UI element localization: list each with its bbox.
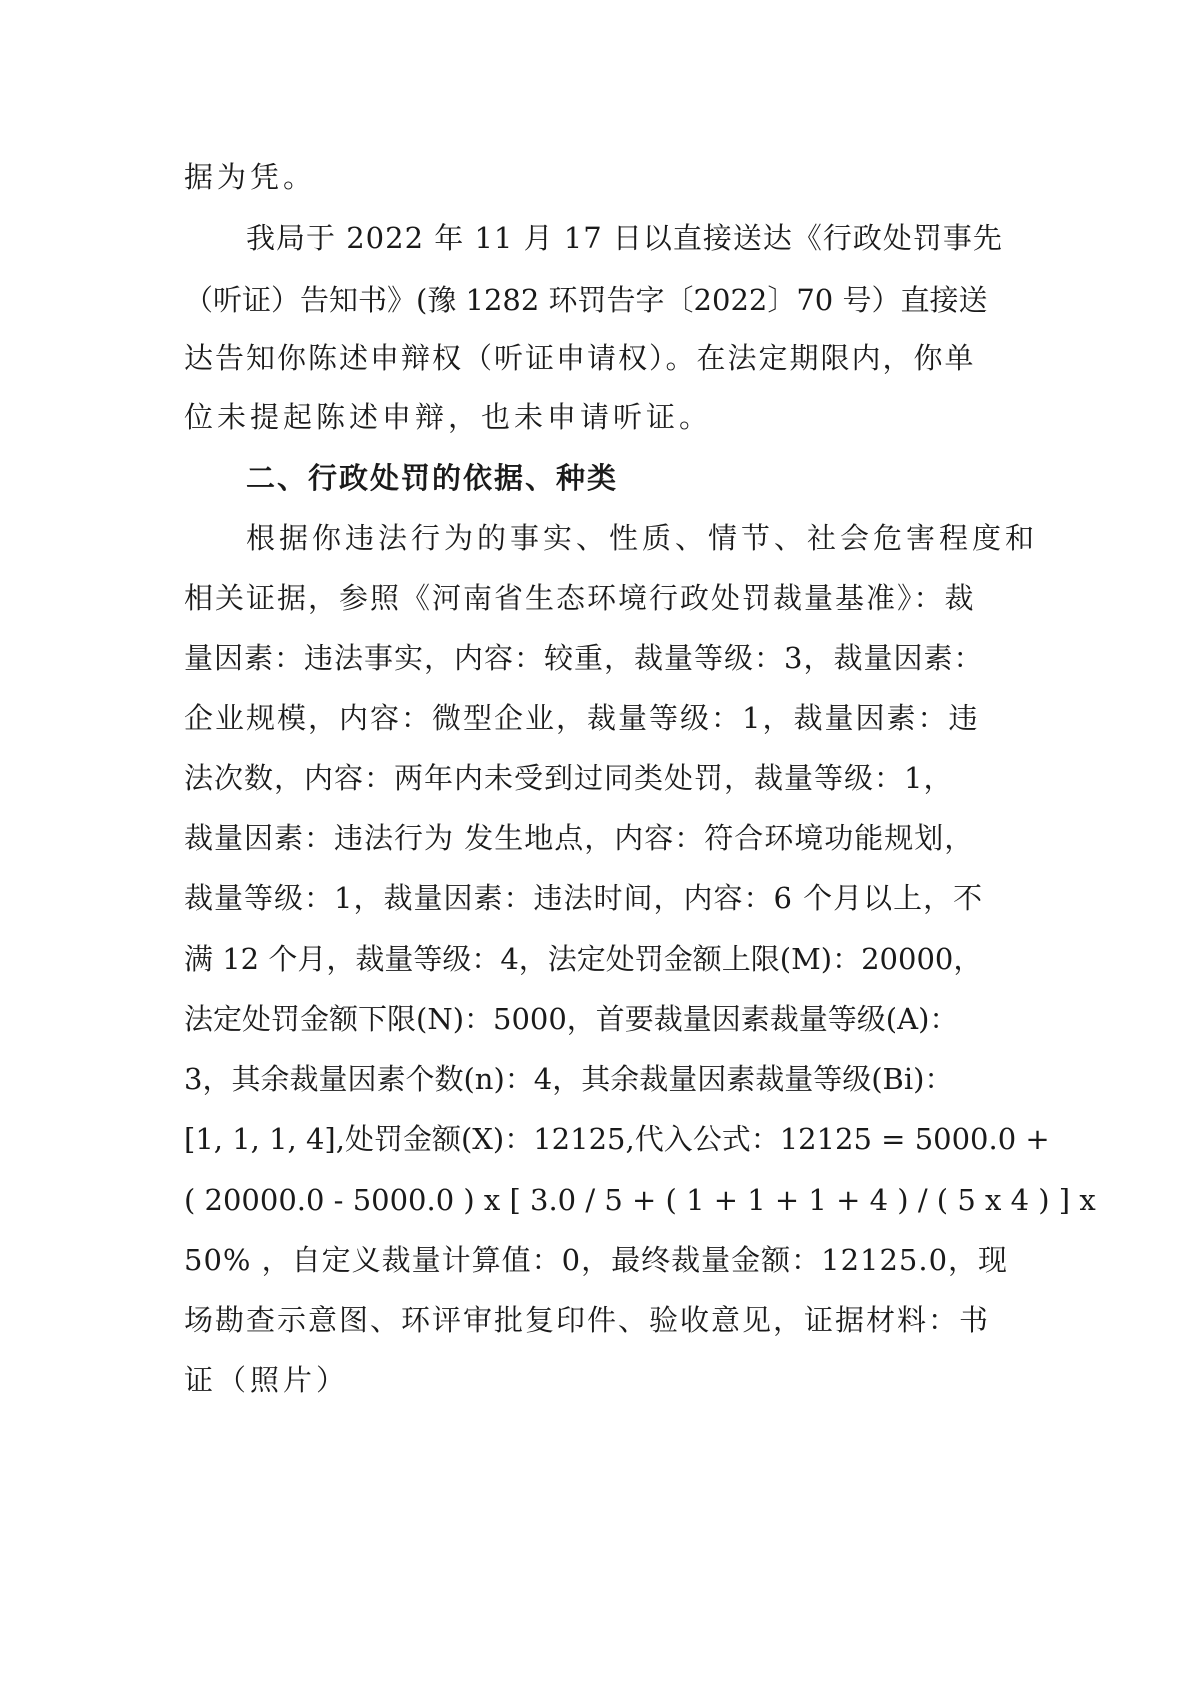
text-line-12: 裁量因素：违法行为 发生地点，内容：符合环境功能规划， [184,821,975,855]
text-line-1: 据为凭。 [184,160,317,194]
text-line-10: 企业规模，内容：微型企业，裁量等级：1，裁量因素：违 [184,701,980,735]
text-line-8: 相关证据，参照《河南省生态环境行政处罚裁量基准》：裁 [184,581,976,615]
section-heading: 二、行政处罚的依据、种类 [246,461,619,495]
text-line-18: ( 20000.0 - 5000.0 ) x [ 3.0 / 5 + ( 1 + 1 + 1 + 4 ) / ( 5 x 4 ) ] x [184,1183,1096,1217]
text-line-11: 法次数，内容：两年内未受到过同类处罚，裁量等级：1， [184,761,954,795]
text-line-16: 3，其余裁量因素个数(n)：4，其余裁量因素裁量等级(Bi)： [184,1062,954,1096]
text-line-13: 裁量等级：1，裁量因素：违法时间，内容：6 个月以上，不 [184,881,984,915]
text-line-20: 场勘查示意图、环评审批复印件、验收意见，证据材料：书 [184,1303,991,1337]
text-line-7: 根据你违法行为的事实、性质、情节、社会危害程度和 [246,521,1039,555]
text-line-3: （听证）告知书》(豫 1282 环罚告字〔2022〕70 号）直接送 [184,283,988,317]
text-line-14: 满 12 个月，裁量等级：4，法定处罚金额上限(M)：20000， [184,942,983,976]
text-line-17: [1, 1, 1, 4],处罚金额(X)：12125,代入公式：12125 = 5000.0 + [184,1122,1050,1156]
text-line-4: 达告知你陈述申辩权（听证申请权）。在法定期限内，你单 [184,341,976,375]
text-line-5: 位未提起陈述申辩，也未申请听证。 [184,400,713,434]
text-line-19: 50% ，自定义裁量计算值：0，最终裁量金额：12125.0，现 [184,1243,1009,1277]
text-line-2: 我局于 2022 年 11 月 17 日以直接送达《行政处罚事先 [246,221,1003,255]
text-line-15: 法定处罚金额下限(N)：5000，首要裁量因素裁量等级(A)： [184,1002,959,1036]
text-line-21: 证（照片） [184,1363,350,1397]
text-line-9: 量因素：违法事实，内容：较重，裁量等级：3，裁量因素： [184,641,984,675]
